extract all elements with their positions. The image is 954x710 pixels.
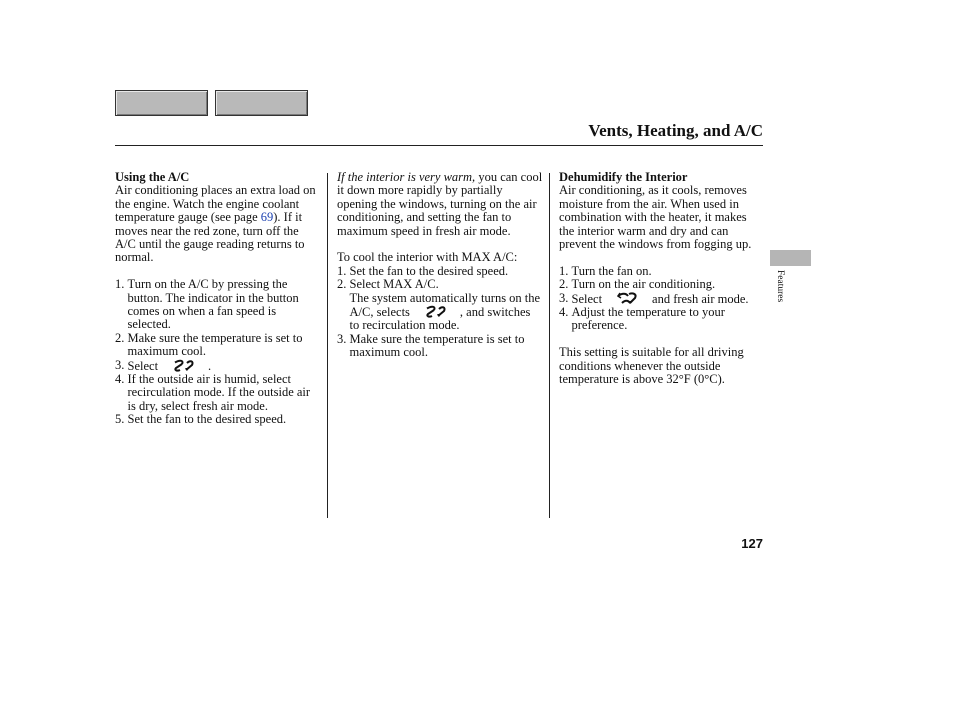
step-text: Set the fan to the desired speed. bbox=[349, 263, 509, 278]
step-number: 3. bbox=[115, 357, 125, 372]
step-text: Set the fan to the desired speed. bbox=[127, 412, 287, 427]
step-text: Select MAX A/C. bbox=[349, 277, 439, 292]
intro-text: you can cool it down more rapidly by partially opening the windows, turning on the air conditioning, and setting the fan to maximum speed in fresh air mode. bbox=[337, 170, 543, 238]
step-number: 3. bbox=[559, 290, 569, 305]
column-divider bbox=[327, 173, 328, 518]
list-item bbox=[337, 333, 543, 360]
page-number: 127 bbox=[741, 536, 763, 551]
dehumidify-steps bbox=[559, 265, 765, 333]
nav-button-next[interactable] bbox=[215, 90, 308, 116]
fresh-air-icon bbox=[616, 292, 642, 305]
step-text: Select bbox=[127, 358, 159, 373]
dehumidify-note: This setting is suitable for all driving conditions whenever the outside temperature is above 32°F (0°C). bbox=[559, 345, 744, 387]
list-item bbox=[559, 265, 765, 278]
max-ac-steps bbox=[337, 265, 543, 360]
nav-button-previous[interactable] bbox=[115, 90, 208, 116]
step-text-post: and fresh air mode. bbox=[652, 291, 749, 306]
step-number: 4. bbox=[115, 372, 125, 387]
step-text: Turn the fan on. bbox=[571, 263, 652, 278]
list-item bbox=[115, 413, 321, 426]
step-text: Make sure the temperature is set to maximum cool. bbox=[349, 331, 525, 360]
list-item bbox=[115, 373, 321, 413]
section-tab-marker bbox=[770, 250, 811, 266]
column-divider bbox=[549, 173, 550, 518]
max-ac-lead: To cool the interior with MAX A/C: bbox=[337, 250, 518, 265]
step-text: If the outside air is humid, select recirculation mode. If the outside air is dry, select fresh air mode. bbox=[127, 372, 311, 413]
page-title: Vents, Heating, and A/C bbox=[588, 121, 763, 140]
list-item bbox=[559, 278, 765, 291]
step-text: Make sure the temperature is set to maximum cool. bbox=[127, 330, 303, 359]
intro-text-before: Air conditioning places an extra load on the engine. Watch the engine coolant temperature gauge (see page bbox=[115, 183, 316, 225]
recirculation-icon bbox=[172, 359, 198, 372]
step-number: 2. bbox=[337, 277, 347, 292]
step-text: Adjust the temperature to your preference. bbox=[571, 305, 725, 333]
intro-italic: If the interior is very warm, bbox=[337, 170, 476, 184]
step-text: Select bbox=[571, 291, 603, 306]
section-heading-using-ac: Using the A/C bbox=[115, 170, 190, 184]
page-ref-link[interactable]: 69 bbox=[260, 210, 274, 225]
column-using-ac bbox=[115, 171, 321, 427]
step-detail-post: , and switches to recirculation mode. bbox=[349, 305, 531, 333]
step-number: 1. bbox=[559, 263, 569, 278]
list-item bbox=[559, 306, 765, 333]
step-number: 2. bbox=[559, 277, 569, 292]
list-item bbox=[337, 265, 543, 278]
using-ac-steps bbox=[115, 278, 321, 426]
section-label: Features bbox=[775, 270, 785, 303]
list-item bbox=[115, 332, 321, 359]
title-rule bbox=[115, 145, 763, 146]
section-heading-dehumidify: Dehumidify the Interior bbox=[559, 170, 688, 184]
step-text: Turn on the air conditioning. bbox=[571, 277, 716, 292]
step-number: 1. bbox=[115, 277, 125, 292]
step-number: 5. bbox=[115, 412, 125, 427]
dehumidify-intro: Air conditioning, as it cools, removes moisture from the air. When used in combination with the heater, it makes the interior warm and dry and can prevent the windows from fogging up. bbox=[559, 183, 752, 252]
step-text: Turn on the A/C by pressing the button. The indicator in the button comes on when a fan speed is selected. bbox=[127, 277, 299, 332]
using-ac-intro bbox=[115, 184, 321, 264]
column-dehumidify bbox=[559, 171, 765, 386]
step-number: 4. bbox=[559, 305, 569, 320]
max-ac-intro bbox=[337, 171, 543, 238]
step-detail: The system automatically turns on the A/C, selects bbox=[349, 290, 541, 320]
step-number: 3. bbox=[337, 331, 347, 346]
list-item bbox=[115, 278, 321, 332]
step-text-post: . bbox=[208, 358, 212, 373]
recirculation-icon bbox=[424, 305, 450, 318]
list-item bbox=[337, 278, 543, 333]
column-max-ac bbox=[337, 171, 543, 360]
intro-text-after: ). If it moves near the red zone, turn off the A/C until the gauge reading returns to normal. bbox=[115, 210, 305, 265]
step-number: 2. bbox=[115, 330, 125, 345]
list-item bbox=[115, 359, 321, 373]
list-item bbox=[559, 292, 765, 306]
step-number: 1. bbox=[337, 263, 347, 278]
